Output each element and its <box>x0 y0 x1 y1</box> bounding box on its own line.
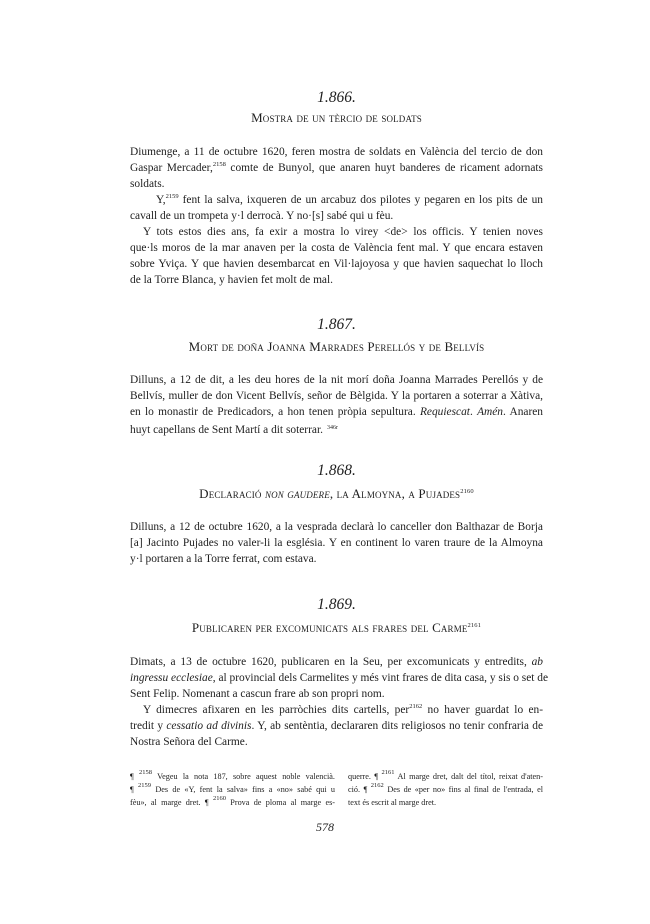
entry-number: 1.869. <box>317 596 356 613</box>
footnote-ref: 2162 <box>409 703 423 710</box>
entry-number: 1.868. <box>317 462 356 479</box>
page-number: 578 <box>316 820 334 834</box>
entry-text: Dilluns, a 12 de octubre 1620, a la vesprada declarà lo canceller don Balthazar de Borja [a] Jacinto Pujades no valer-li la església. Y en continent lo varen traure de la Almoyna y·l portaren a la Torre ferrat, com estava. <box>130 521 543 565</box>
footnote-ref: 2158 <box>212 161 226 168</box>
entry-title: Declaració non gaudere, la Almoyna, a Pujades$^{2160}$ <box>199 486 474 501</box>
entry-text: Dilluns, a 12 de dit, a les deu hores de la nit morí doña Joanna Marrades Perellós y de Bellvís, muller de don Vicent Bellvís, señor de Bèlgida. Y la portaren a soterrar a Xàtiva, en lo monastir de Predicadors, a hon tenen pròpia sepultura. Requiescat. Amén. Anaren huyt capellans de Sent Martí a dit soterrar. $^{346r}$ <box>130 374 544 436</box>
footnotes-right-column: querre. ¶ $^{2161}$ Al marge dret, dalt del títol, reixat d'aten- ció. ¶ $^{2162}$ Des de «per no» fins al final de l'entrada, el text és escrit al marge dret. <box>348 769 543 807</box>
footnotes-left-column: ¶ $^{2158}$ Vegeu la nota 187, sobre aquest noble valencià. ¶ $^{2159}$ Des de «Y, fent la salva» fins a «no» sabé qui u fèu», al marge dret. ¶ $^{2160}$ Prova de ploma al marge es- <box>130 769 335 807</box>
margin-folio-ref: 346r <box>326 425 338 431</box>
entry-title: Mort de doña Joanna Marrades Perellós y de Bellvís <box>188 339 485 354</box>
footnote-ref: 2159 <box>165 193 179 200</box>
entry-title: Mostra de un tèrcio de soldats <box>251 110 422 125</box>
entry-number: 1.866. <box>317 89 356 106</box>
footnote-ref: 2161 <box>467 622 482 629</box>
entry-text: Dimats, a 13 de octubre 1620, publicaren en la Seu, per excomunicats y entredits, ab ingressu ecclesiae, al provincial dels Carmelites y més vint frares de dita casa, y sis o set de Sent Felip. Nomenant a cascun frare ab son propri nom. Y dimecres afixaren en les parròchies dits cartells, per$^{2162}$ no haver guardat lo en- tredit y cessatio ad divinis. Y, ab sentèntia, declararen dits religiosos no tenir confraria de Nostra Señora del Carme. <box>130 656 549 748</box>
entry-title: Publicaren per excomunicats als frares del Carme$^{2161}$ <box>191 620 482 635</box>
entry-number: 1.867. <box>317 316 356 333</box>
footnote-ref: 2160 <box>460 488 474 495</box>
entry-text: Diumenge, a 11 de octubre 1620, feren mostra de soldats en València del tercio de don Gaspar Mercader,$^{2158}$ comte de Bunyol, que anaren huyt banderes de ricament adornats soldats. Y,$^{2159}$ fent la salva, ixqueren de un arcabuz dos pilotes y pegaren en los pits de un cavall de un trompeta y·l derrocà. Y no·[s] sabé qui u fèu. Y tots estos dies ans, fa exir a mostra lo virey <de> los officis. Y tenien noves que·ls moros de la mar anaven per la costa de València fent mal. Y que encara estaven sobre Yviça. Y que havien desembarcat en Vil·lajoyosa y que havien saquechat lo lloch de la Torre Blanca, y havien fet molt de mal. <box>130 146 543 286</box>
